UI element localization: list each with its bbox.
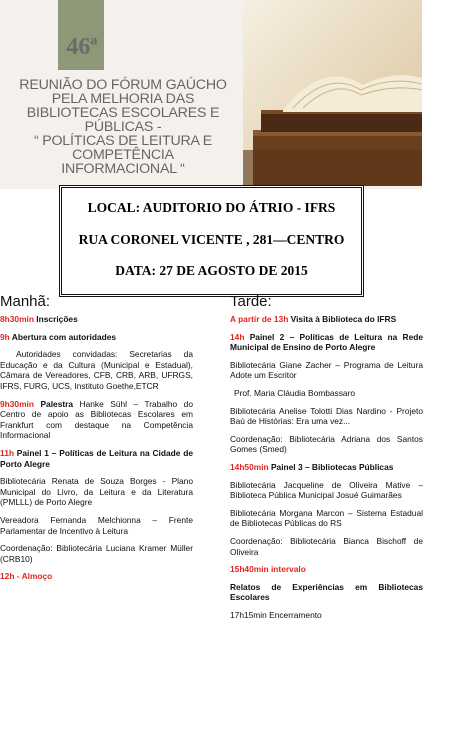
schedule-item: 9h30min Palestra Hanke Sühl – Trabalho do Centro de apoio as Bibliotecas Escolares em Frankfurt com destaque na Competência Informacional (0, 398, 194, 441)
schedule-item: Bibliotecária Jacqueline de Oliveira Mative – Biblioteca Pública Municipal Josué Guimarães (230, 479, 423, 501)
schedule-item: 14h50min Painel 3 – Bibliotecas Públicas (230, 461, 394, 472)
schedule-item: 17h15min Encerramento (230, 609, 322, 620)
schedule-item: Vereadora Fernanda Melchionna – Frente Parlamentar de Incentivo à Leitura (0, 514, 193, 536)
schedule-item: Coordenação: Bibliotecária Luciana Kramer Müller (CRB10) (0, 543, 193, 564)
schedule-item: 11h Painel 1 – Políticas de Leitura na Cidade de Porto Alegre (0, 447, 193, 469)
afternoon-heading: Tarde: (230, 293, 272, 310)
schedule-item: Coordenação: Bibliotecária Adriana dos Santos Gomes (Smed) (230, 433, 423, 455)
schedule-item: Autoridades convidadas: Secretarias da Educação e da Cultura (Municipal e Estadual), Câmara de Vereadores, CFB, CRB, ARB, UFRGS, IFRS, FURG, UCS, Instituto Goethe,ETCR (0, 349, 193, 391)
event-date: DATA: 27 DE AGOSTO DE 2015 (115, 263, 308, 278)
venue-address: RUA CORONEL VICENTE , 281—CENTRO (78, 232, 345, 247)
morning-schedule (0, 314, 193, 589)
event-title: REUNIÃO DO FÓRUM GAÚCHO PELA MELHORIA DAS BIBLIOTECAS ESCOLARES E PÚBLICAS - “ POLÍTICAS DE LEITURA E COMPETÊNCIA INFORMACIONAL “ (19, 77, 227, 177)
schedule-item: 9h Abertura com autoridades (0, 331, 117, 342)
schedule-item: Bibliotecária Morgana Marcon – Sistema Estadual de Bibliotecas Públicas do RS (230, 507, 423, 529)
schedule-item: 8h30min Inscrições (0, 314, 78, 324)
schedule-item: Relatos de Experiências em Bibliotecas Escolares (230, 581, 423, 603)
schedule-item: Prof. Maria Cláudia Bombassaro (234, 387, 356, 398)
schedule-item: Coordenação: Bibliotecária Bianca Bischoff de Oliveira (230, 535, 423, 557)
books-image (243, 0, 422, 186)
schedule-item: Bibliotecária Giane Zacher – Programa de Leitura Adote um Escritor (230, 359, 423, 381)
morning-heading: Manhã: (0, 293, 51, 310)
schedule-item: Bibliotecária Renata de Souza Borges - Plano Municipal do Livro, da Leitura e da Literatura (PMLLL) de Porto Alegre (0, 476, 193, 508)
edition-number: 46ª (66, 34, 98, 60)
schedule-item: 12h - Almoço (0, 571, 53, 582)
schedule-item: 15h40min intervalo (230, 564, 306, 575)
venue-info-box (59, 185, 364, 297)
schedule-item: Bibliotecária Anelise Tolotti Dias Nardino - Projeto Baú de Histórias: Era uma vez... (230, 405, 423, 427)
venue-local: LOCAL: AUDITORIO DO ÁTRIO - IFRS (87, 200, 336, 215)
header-banner (0, 0, 422, 189)
schedule-item: 14h Painel 2 – Políticas de Leitura na Rede Municipal de Ensino de Porto Alegre (230, 331, 423, 353)
schedule-item: A partir de 13h Visita à Biblioteca do IFRS (230, 314, 397, 324)
afternoon-schedule (230, 314, 423, 627)
